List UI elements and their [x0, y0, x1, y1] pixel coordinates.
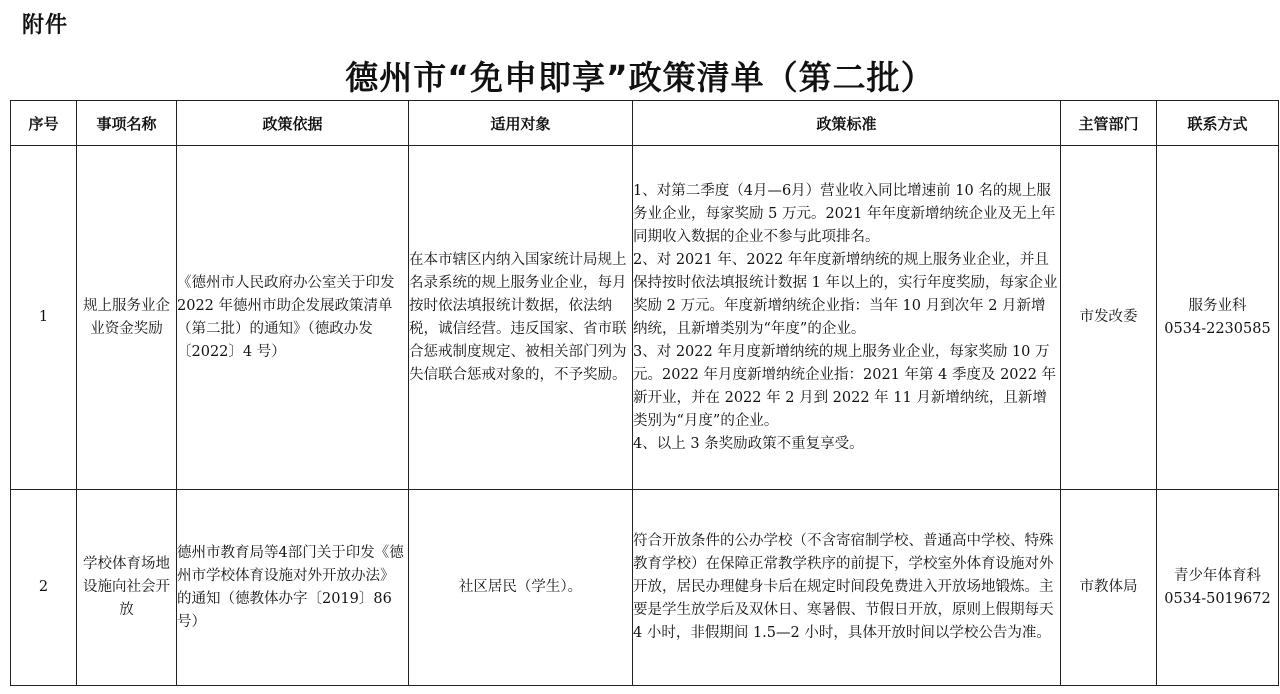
contact-phone: 0534-5019672: [1164, 590, 1271, 607]
applicable-target: 社区居民（学生）。: [409, 490, 633, 686]
standard-clause: 4、以上 3 条奖励政策不重复享受。: [633, 435, 864, 452]
column-header-contact: 联系方式: [1157, 101, 1279, 146]
policy-basis: 《德州市人民政府办公室关于印发 2022 年德州市助企发展政策清单（第二批）的通知》（德政办发〔2022〕4 号）: [177, 146, 409, 490]
contact-name: 青少年体育科: [1174, 567, 1261, 584]
standard-clause: 3、对 2022 年月度新增纳统的规上服务业企业，每家奖励 10 万元。2022 年月度新增纳统企业指：2021 年第 4 季度及 2022 年新开业，并在 2022 年 2 月到 2022 年 11 月新增纳统，且新增类别为“月度”的企业。: [633, 343, 1057, 429]
standard-clause: 符合开放条件的公办学校（不含寄宿制学校、普通高中学校、特殊教育学校）在保障正常教学秩序的前提下，学校室外体育设施对外开放，居民办理健身卡后在规定时间段免费进入开放场地锻炼。主要是学生放学后及双休日、寒暑假、节假日开放，原则上假期每天 4 小时，非假期间 1.5—2 小时，具体开放时间以学校公告为准。: [633, 533, 1054, 641]
column-header-basis: 政策依据: [177, 101, 409, 146]
table-row: [11, 146, 1279, 490]
item-name: 学校体育场地设施向社会开放: [77, 490, 177, 686]
policy-table: [10, 100, 1279, 686]
table-row: [11, 490, 1279, 686]
applicable-target: 在本市辖区内纳入国家统计局规上名录系统的规上服务业企业，每月按时依法填报统计数据，依法纳税，诚信经营。违反国家、省市联合惩戒制度规定、被相关部门列为失信联合惩戒对象的，不予奖励。: [409, 146, 633, 490]
policy-standard: [633, 146, 1061, 490]
contact-info: [1157, 490, 1279, 686]
column-header-target: 适用对象: [409, 101, 633, 146]
contact-name: 服务业科: [1188, 297, 1247, 314]
standard-clause: 1、对第二季度（4月—6月）营业收入同比增速前 10 名的规上服务业企业，每家奖励 5 万元。2021 年年度新增纳统企业及无上年同期收入数据的企业不参与此项排名。: [633, 182, 1056, 245]
item-name: 规上服务业企业资金奖励: [77, 146, 177, 490]
attachment-label: 附件: [22, 13, 69, 38]
row-number: 1: [11, 146, 77, 490]
table-header: [11, 101, 1279, 146]
header-row: [11, 101, 1279, 146]
column-header-standard: 政策标准: [633, 101, 1061, 146]
column-header-no: 序号: [11, 101, 77, 146]
page-title: 德州市“免申即享”政策清单（第二批）: [345, 58, 935, 97]
contact-info: [1157, 146, 1279, 490]
column-header-dept: 主管部门: [1061, 101, 1157, 146]
policy-basis: 德州市教育局等4部门关于印发《德州市学校体育设施对外开放办法》的通知（德教体办字〔2019〕86 号）: [177, 490, 409, 686]
column-header-item: 事项名称: [77, 101, 177, 146]
managing-department: 市发改委: [1061, 146, 1157, 490]
standard-clause: 2、对 2021 年、2022 年年度新增纳统的规上服务业企业，并且保持按时依法填报统计数据 1 年以上的，实行年度奖励，每家企业奖励 2 万元。年度新增纳统企业指：当年 10 月到次年 2 月新增纳统，且新增类别为“年度”的企业。: [633, 251, 1058, 337]
managing-department: 市教体局: [1061, 490, 1157, 686]
contact-phone: 0534-2230585: [1164, 320, 1271, 337]
policy-standard: [633, 490, 1061, 686]
row-number: 2: [11, 490, 77, 686]
